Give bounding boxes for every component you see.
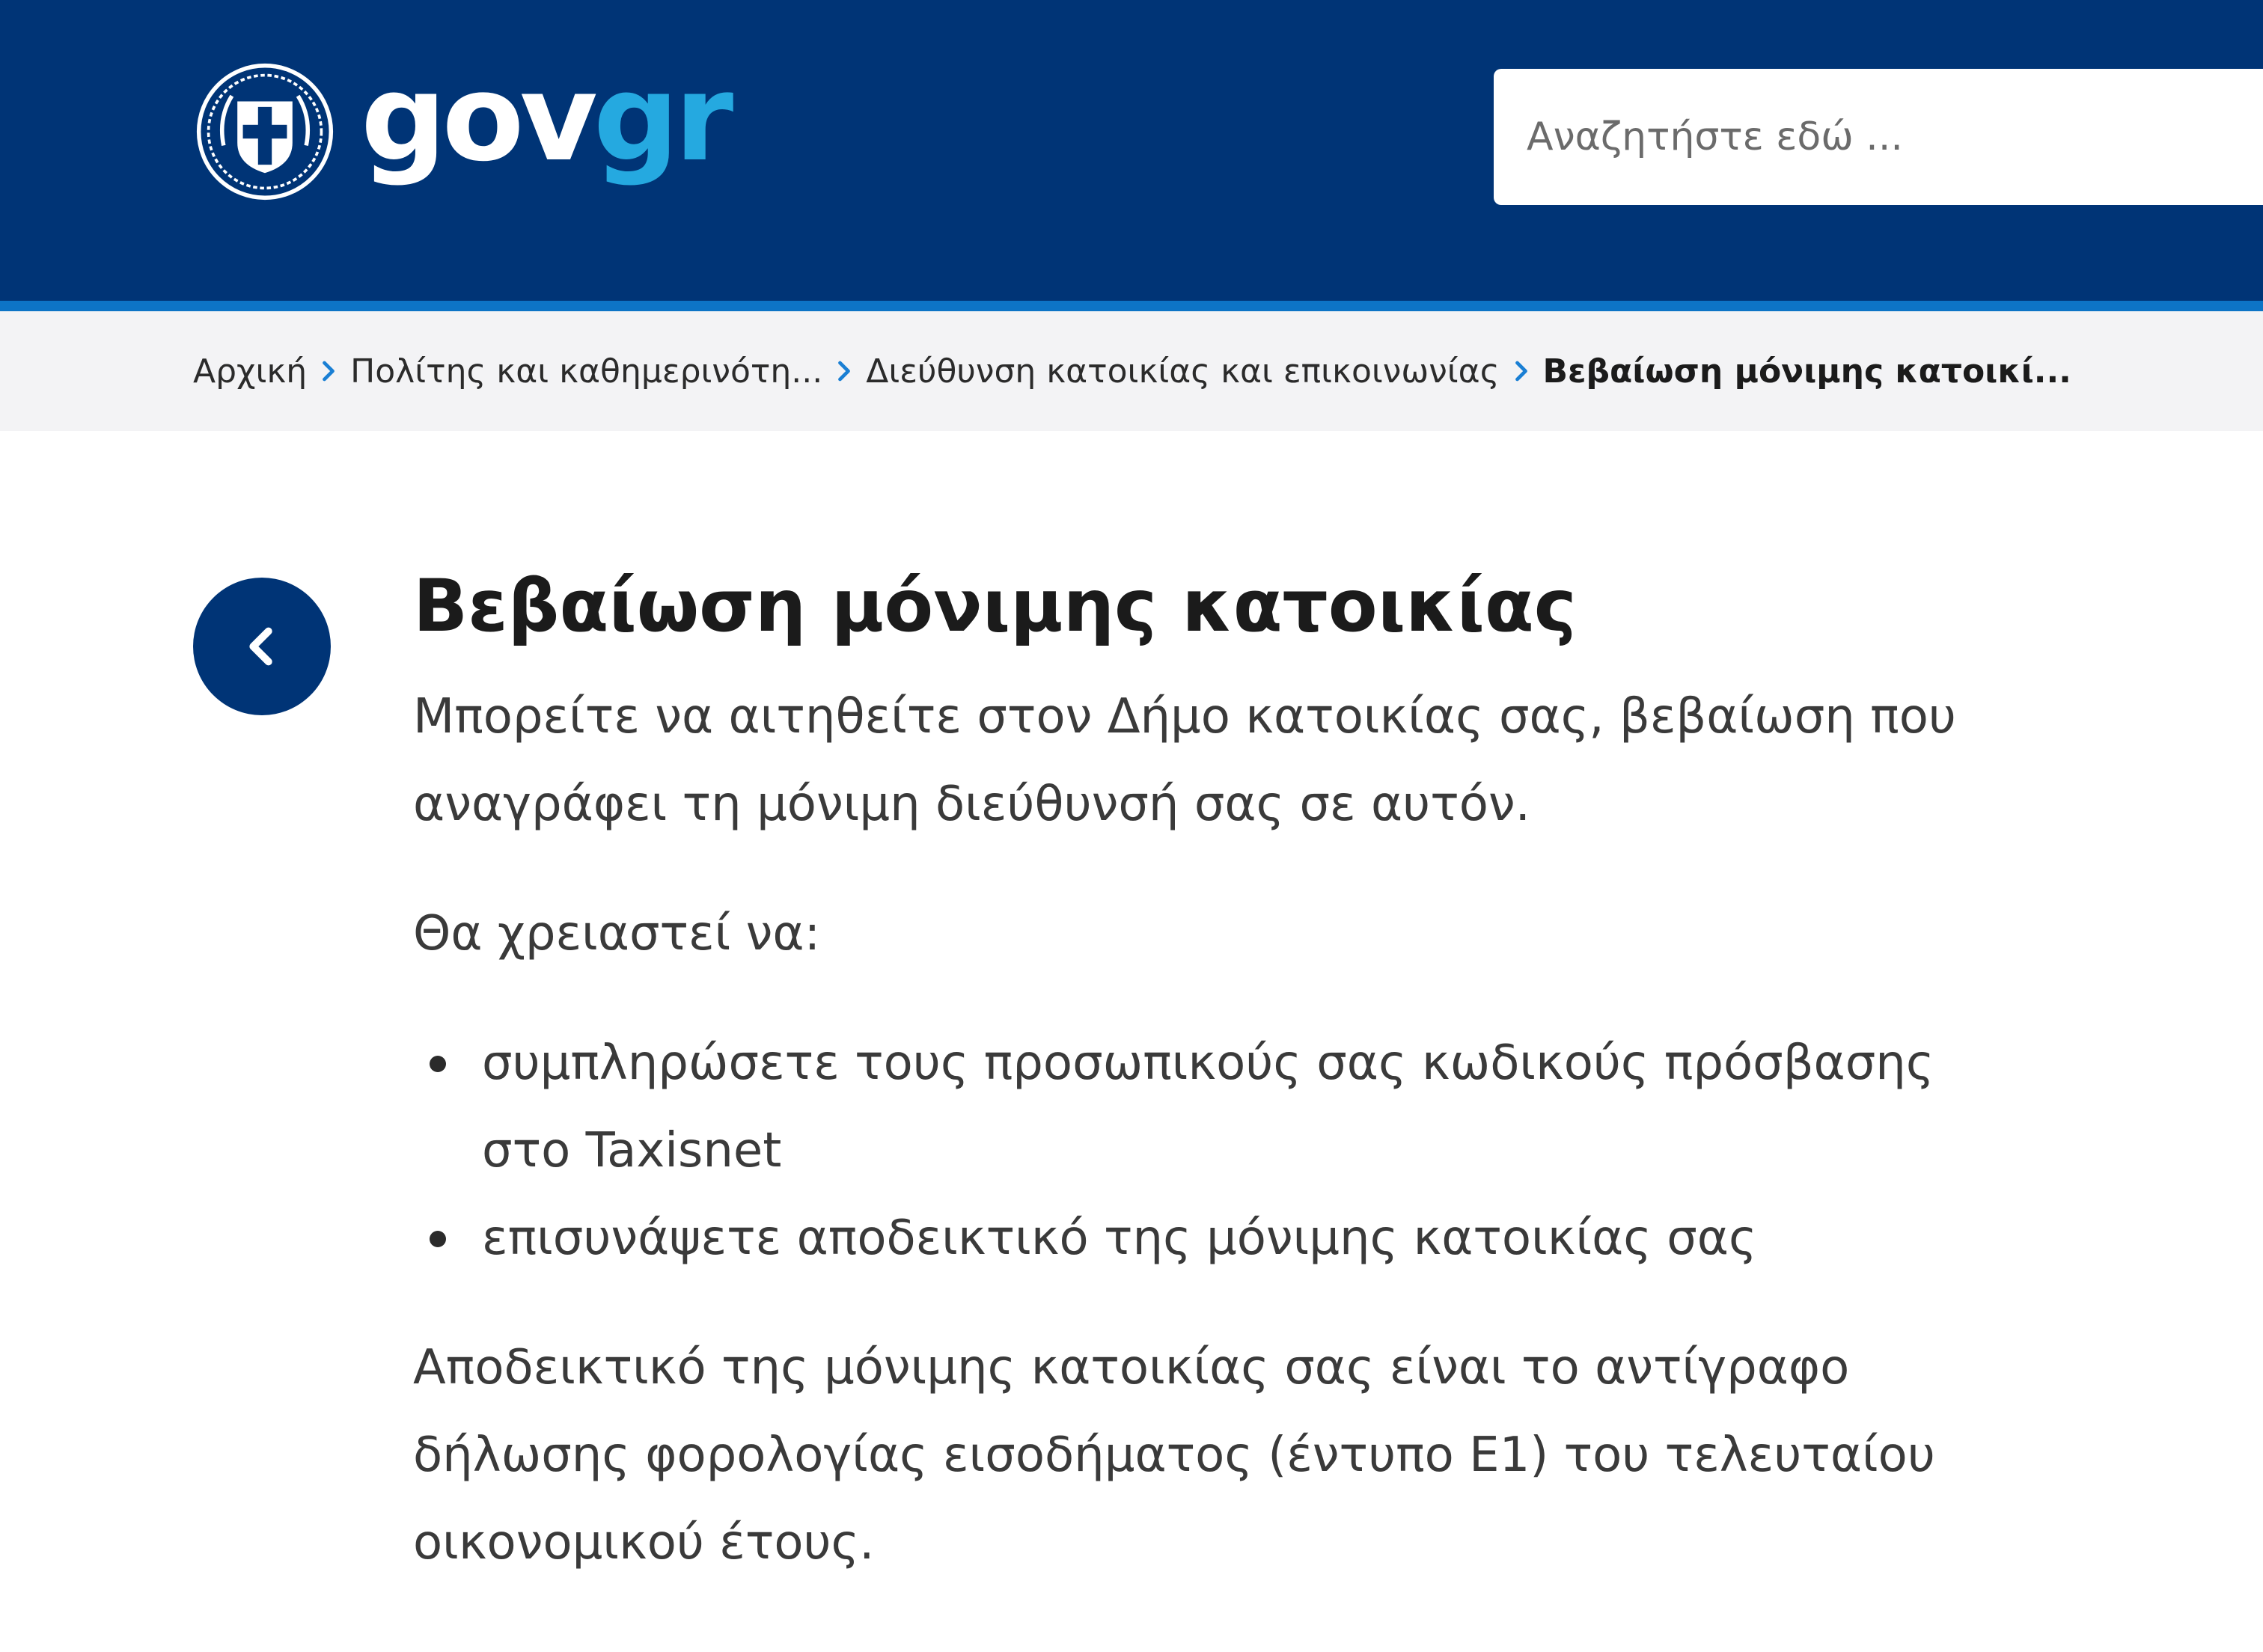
list-item xyxy=(413,1195,1970,1282)
chevron-right-icon xyxy=(311,355,346,388)
breadcrumb-bar xyxy=(0,311,2263,431)
breadcrumb-current: Βεβαίωση μόνιμης κατοικί... xyxy=(1542,352,2071,391)
header-accent-stripe xyxy=(0,301,2263,311)
chevron-right-icon xyxy=(827,355,861,388)
breadcrumb xyxy=(193,311,2071,431)
needs-heading: Θα χρειαστεί να: xyxy=(413,906,821,961)
hellenic-republic-emblem-icon xyxy=(196,63,334,201)
page-title: Βεβαίωση μόνιμης κατοικίας xyxy=(413,564,1577,648)
list-item-text: συμπληρώσετε τους προσωπικούς σας κωδικούς πρόσβασης στο Taxisnet xyxy=(482,1035,1934,1178)
breadcrumb-address[interactable]: Διεύθυνση κατοικίας και επικοινωνίας xyxy=(866,352,1500,391)
wordmark-gov: gov xyxy=(361,48,593,188)
breadcrumb-home[interactable]: Αρχική xyxy=(193,352,308,391)
search-input[interactable] xyxy=(1494,69,2263,205)
chevron-right-icon xyxy=(1504,355,1539,388)
breadcrumb-citizen[interactable]: Πολίτης και καθημερινότη... xyxy=(350,352,823,391)
govgr-wordmark xyxy=(361,48,730,188)
back-button[interactable] xyxy=(193,578,331,715)
bullet-icon xyxy=(430,1231,446,1247)
list-item xyxy=(413,1020,1970,1195)
intro-paragraph: Μπορείτε να αιτηθείτε στον Δήμο κατοικίας σας, βεβαίωση που αναγράφει τη μόνιμη διεύθυνσή σας σε αυτόν. xyxy=(413,689,1956,832)
proof-paragraph: Αποδεικτικό της μόνιμης κατοικίας σας είναι το αντίγραφο δήλωσης φορολογίας εισοδήματος (έντυπο Ε1) του τελευταίου οικονομικού έτους. xyxy=(413,1340,1935,1570)
chevron-left-icon xyxy=(236,620,288,673)
main-content xyxy=(413,554,1970,1587)
list-item-text: επισυνάψετε αποδεικτικό της μόνιμης κατοικίας σας xyxy=(482,1211,1757,1266)
requirements-list xyxy=(413,1020,1970,1282)
wordmark-gr: gr xyxy=(593,48,730,188)
bullet-icon xyxy=(430,1056,446,1072)
site-header xyxy=(0,0,2263,301)
govgr-logo-link[interactable] xyxy=(196,48,730,201)
